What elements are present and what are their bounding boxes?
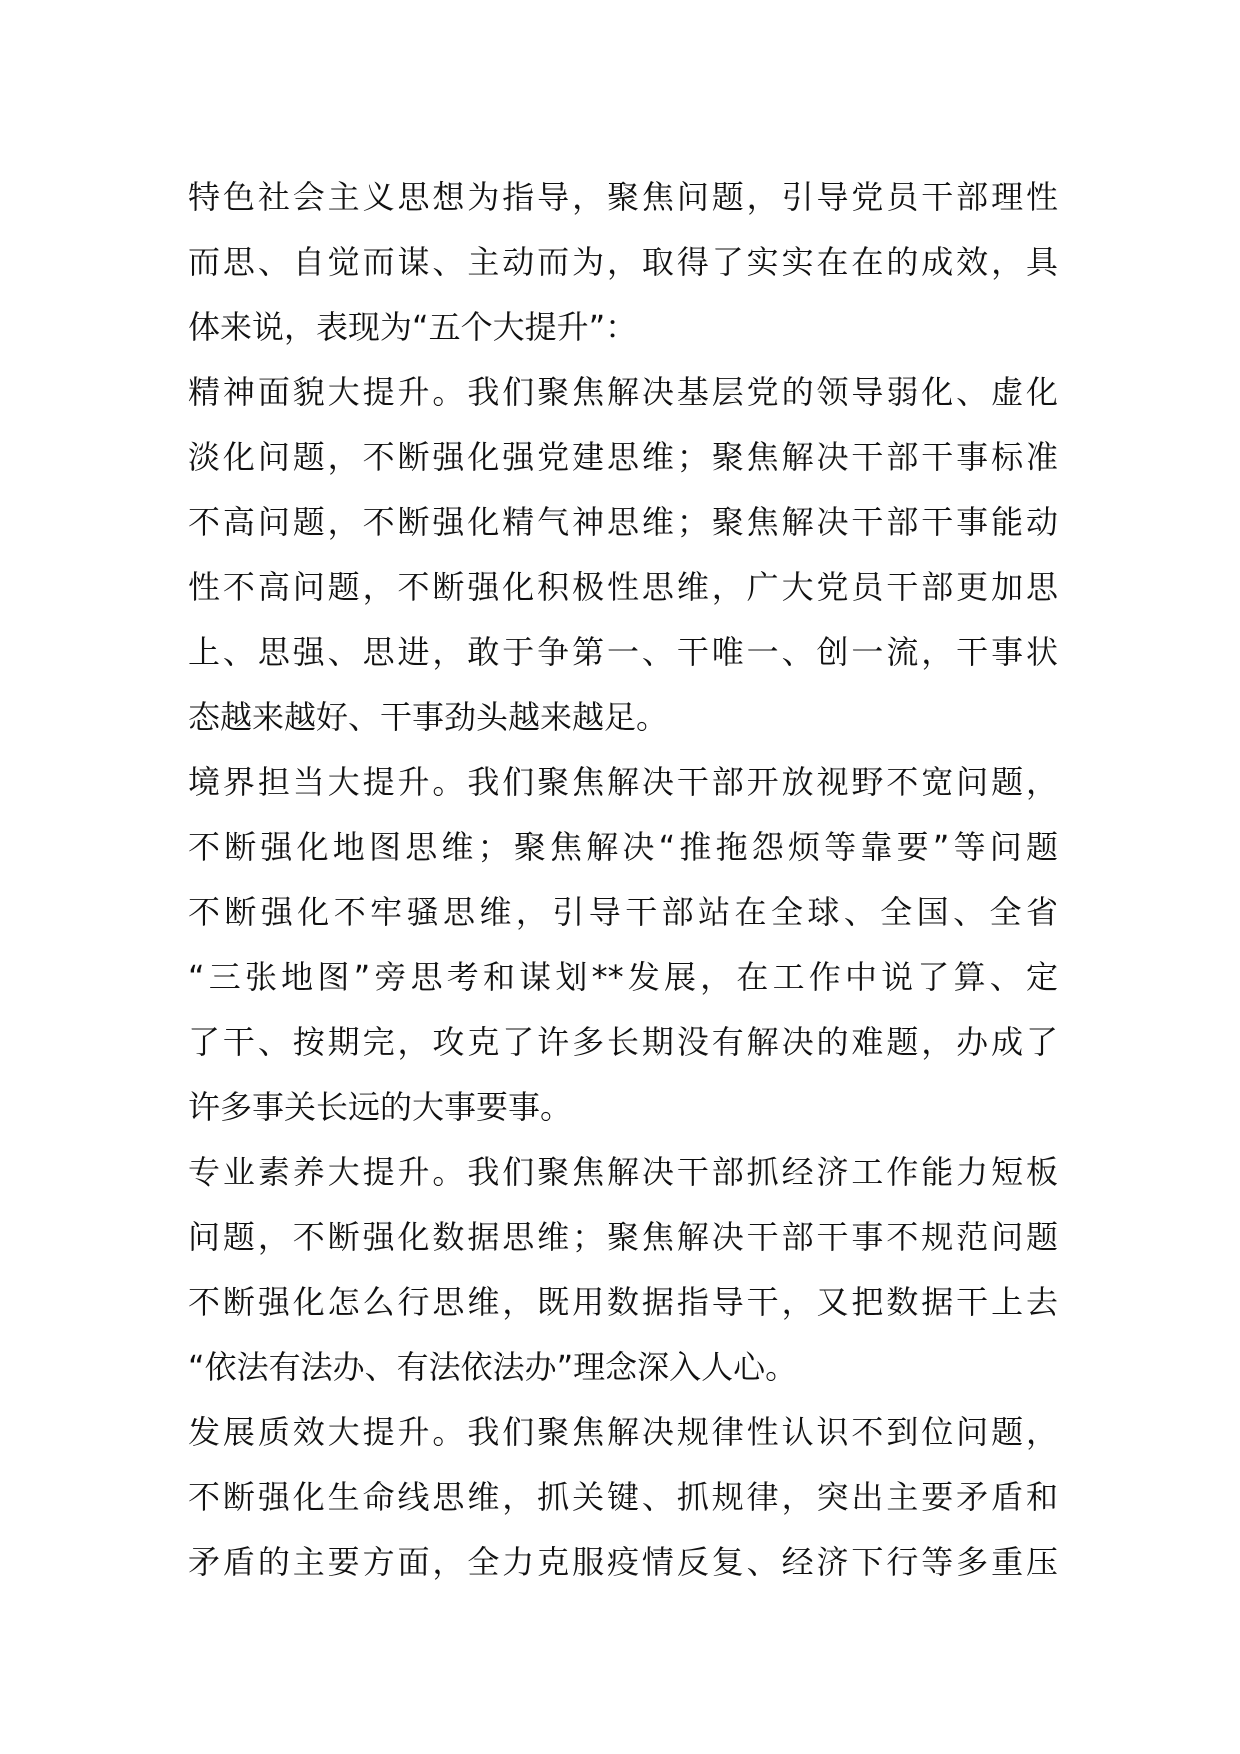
text-line: 不断强化地图思维；聚焦解决“推拖怨烦等靠要”等问题 <box>188 828 1058 866</box>
text-line: 体来说，表现为“五个大提升”： <box>188 308 638 346</box>
text-line: 专业素养大提升。我们聚焦解决干部抓经济工作能力短板 <box>188 1153 1058 1191</box>
text-line: 淡化问题，不断强化强党建思维；聚焦解决干部干事标准 <box>188 438 1058 476</box>
text-line: 不断强化怎么行思维，既用数据指导干，又把数据干上去 <box>188 1283 1058 1321</box>
text-line: 了干、按期完，攻克了许多长期没有解决的难题，办成了 <box>188 1023 1058 1061</box>
text-line: 不断强化生命线思维，抓关键、抓规律，突出主要矛盾和 <box>188 1478 1058 1516</box>
document-body <box>188 165 1058 1595</box>
text-line: “三张地图”旁思考和谋划**发展，在工作中说了算、定 <box>188 958 1058 996</box>
text-line: “依法有法办、有法依法办”理念深入人心。 <box>188 1348 798 1386</box>
text-line: 境界担当大提升。我们聚焦解决干部开放视野不宽问题， <box>188 763 1058 801</box>
text-line: 特色社会主义思想为指导，聚焦问题，引导党员干部理性 <box>188 178 1058 216</box>
text-line: 性不高问题，不断强化积极性思维，广大党员干部更加思 <box>188 568 1058 606</box>
text-line: 上、思强、思进，敢于争第一、干唯一、创一流，干事状 <box>188 633 1058 671</box>
text-line: 不高问题，不断强化精气神思维；聚焦解决干部干事能动 <box>188 503 1058 541</box>
text-line: 许多事关长远的大事要事。 <box>188 1088 573 1126</box>
text-line: 问题，不断强化数据思维；聚焦解决干部干事不规范问题 <box>188 1218 1058 1256</box>
text-line: 不断强化不牢骚思维，引导干部站在全球、全国、全省 <box>188 893 1058 931</box>
text-line: 精神面貌大提升。我们聚焦解决基层党的领导弱化、虚化 <box>188 373 1058 411</box>
text-line: 发展质效大提升。我们聚焦解决规律性认识不到位问题， <box>188 1413 1058 1451</box>
text-line: 态越来越好、干事劲头越来越足。 <box>188 698 669 736</box>
text-line: 矛盾的主要方面，全力克服疫情反复、经济下行等多重压 <box>188 1543 1058 1581</box>
text-line: 而思、自觉而谋、主动而为，取得了实实在在的成效，具 <box>188 243 1058 281</box>
